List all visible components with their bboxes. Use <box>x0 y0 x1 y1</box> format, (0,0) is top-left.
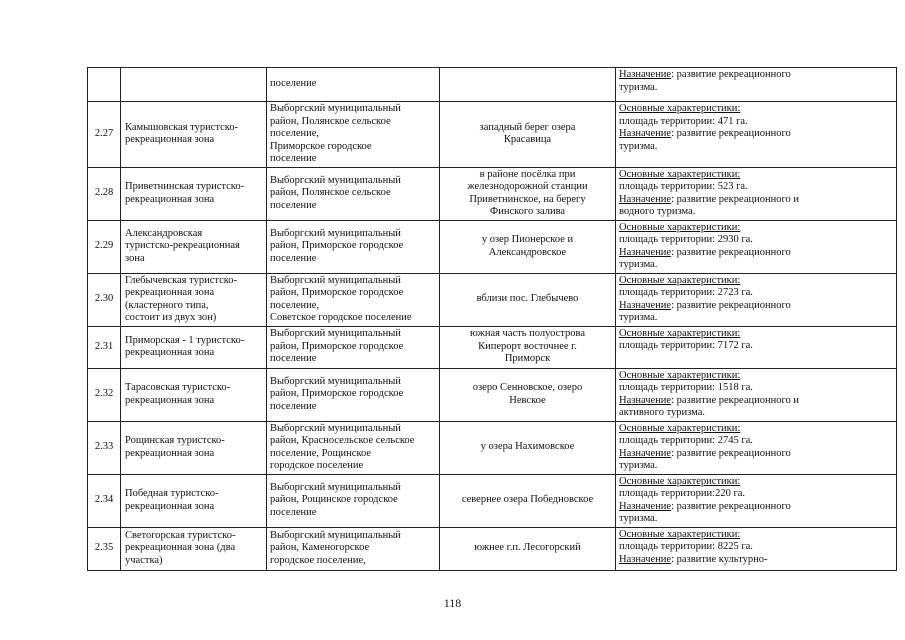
description-cell <box>616 368 897 421</box>
description-heading: Назначение <box>619 299 672 311</box>
description-text: : развитие рекреационного <box>671 299 791 311</box>
location-cell <box>440 167 616 220</box>
district-line: Выборгский муниципальный <box>270 375 401 387</box>
zone-name-cell <box>121 102 267 168</box>
description-line <box>619 382 893 395</box>
location-line: Киперорт восточнее г. <box>478 340 577 352</box>
location-cell <box>440 273 616 326</box>
district-cell <box>267 167 440 220</box>
description-line <box>619 407 893 420</box>
zone-name-line: состоит из двух зон) <box>125 312 217 323</box>
description-line <box>619 259 893 272</box>
row-number: 2.27 <box>88 102 121 168</box>
description-heading: Назначение <box>619 246 672 258</box>
description-line <box>619 370 893 383</box>
location-line: у озера Нахимовское <box>480 441 575 453</box>
table-row <box>88 527 897 570</box>
zone-name-cell <box>121 527 267 570</box>
description-line <box>619 82 893 95</box>
location-line: Невское <box>509 394 546 406</box>
description-text: : развитие рекреационного <box>671 500 791 512</box>
description-cell <box>616 102 897 168</box>
district-line: поселение, <box>270 128 320 139</box>
description-cell <box>616 273 897 326</box>
zone-name-line: Светогорская туристско- <box>125 529 236 541</box>
table-row <box>88 368 897 421</box>
description-line <box>619 116 893 129</box>
description-cell <box>616 68 897 102</box>
description-heading: Назначение <box>619 193 672 205</box>
description-line <box>619 312 893 325</box>
description-line <box>619 328 893 341</box>
description-text: водного туризма. <box>619 206 696 217</box>
zone-name-line: рекреационная зона <box>125 447 215 459</box>
description-text: туризма. <box>619 81 658 93</box>
zone-name-line: рекреационная зона <box>125 347 215 358</box>
description-heading: Назначение <box>619 447 672 459</box>
description-line <box>619 513 893 526</box>
description-line <box>619 300 893 313</box>
district-line: поселение <box>270 506 317 518</box>
district-line: район, Приморское городское <box>270 388 404 400</box>
zone-name-line: Рощинская туристско- <box>125 435 225 446</box>
description-cell <box>616 220 897 273</box>
row-number: 2.28 <box>88 167 121 220</box>
description-line <box>619 181 893 194</box>
location-line: Приморск <box>504 353 551 365</box>
zone-name-line: (кластерного типа, <box>125 299 209 311</box>
district-line: городское поселение <box>270 460 364 471</box>
description-heading: Основные характеристики: <box>619 369 741 381</box>
district-line: Выборгский муниципальный <box>270 481 401 493</box>
table-row <box>88 273 897 326</box>
location-line: Александровское <box>488 246 567 258</box>
district-line: Выборгский муниципальный <box>270 529 401 541</box>
location-line: западный берег озера <box>479 121 576 133</box>
district-line: район, Полянское сельское <box>270 115 391 127</box>
district-line: район, Полянское сельское <box>270 187 391 199</box>
district-line: Выборгский муниципальный <box>270 103 401 114</box>
description-text: : развитие рекреационного и <box>671 394 799 406</box>
description-line <box>619 206 893 219</box>
description-line <box>619 435 893 448</box>
zone-name-line: Тарасовская туристско- <box>125 382 231 393</box>
description-line <box>619 423 893 436</box>
district-line: Выборгский муниципальный <box>270 174 401 186</box>
district-line: городское поселение, <box>270 554 366 566</box>
district-cell <box>267 273 440 326</box>
location-line: вблизи пос. Глебычево <box>476 293 579 305</box>
district-cell <box>267 368 440 421</box>
description-line <box>619 275 893 288</box>
district-line: Приморское городское <box>270 140 372 152</box>
zone-name-cell <box>121 68 267 102</box>
description-text: туризма. <box>619 513 658 524</box>
description-heading: Назначение <box>619 69 672 80</box>
description-text: : развитие рекреационного и <box>671 193 799 205</box>
district-cell <box>267 68 440 102</box>
zone-name-cell <box>121 273 267 326</box>
zone-name-cell <box>121 220 267 273</box>
description-text: : развитие рекреационного <box>671 447 791 459</box>
location-line: Приветнинское, на берегу <box>469 193 586 205</box>
description-text: площадь территории: 2723 га. <box>619 287 753 298</box>
district-line: район, Приморское городское <box>270 287 404 298</box>
description-text: площадь территории: 1518 га. <box>619 382 753 393</box>
district-line: поселение <box>270 400 317 412</box>
description-text: : развитие культурно- <box>671 553 768 565</box>
district-line: район, Красносельское сельское <box>270 435 415 446</box>
description-cell <box>616 527 897 570</box>
description-cell <box>616 326 897 368</box>
description-text: площадь территории: 7172 га. <box>619 340 753 351</box>
district-line: Выборгский муниципальный <box>270 422 401 434</box>
location-cell <box>440 102 616 168</box>
location-cell <box>440 421 616 474</box>
district-cell <box>267 474 440 527</box>
location-cell <box>440 474 616 527</box>
location-cell <box>440 220 616 273</box>
zones-table <box>87 67 897 571</box>
description-cell <box>616 421 897 474</box>
description-line <box>619 169 893 182</box>
row-number: 2.29 <box>88 220 121 273</box>
zone-name-line: Глебычевская туристско- <box>125 274 238 286</box>
district-line: поселение <box>270 78 317 90</box>
row-number: 2.35 <box>88 527 121 570</box>
table-row <box>88 474 897 527</box>
zone-name-line: рекреационная зона <box>125 287 215 298</box>
location-cell <box>440 368 616 421</box>
location-line: у озер Пионерское и <box>481 234 574 245</box>
description-heading: Основные характеристики: <box>619 475 741 487</box>
description-text: площадь территории: 2930 га. <box>619 234 753 245</box>
district-cell <box>267 220 440 273</box>
row-number: 2.32 <box>88 368 121 421</box>
description-line <box>619 340 893 353</box>
zone-name-line: рекреационная зона <box>125 193 215 205</box>
district-line: поселение <box>270 199 317 211</box>
description-text: : развитие рекреационного <box>671 246 791 258</box>
description-text: активного туризма. <box>619 407 706 418</box>
description-cell <box>616 474 897 527</box>
table-row <box>88 68 897 102</box>
zone-name-cell <box>121 421 267 474</box>
description-heading: Основные характеристики: <box>619 103 741 114</box>
description-heading: Назначение <box>619 128 672 139</box>
description-line <box>619 141 893 154</box>
description-text: туризма. <box>619 140 658 152</box>
district-cell <box>267 102 440 168</box>
description-heading: Назначение <box>619 394 672 406</box>
zone-name-line: рекреационная зона (два <box>125 542 236 554</box>
description-text: площадь территории: 8225 га. <box>619 541 753 552</box>
location-line: Красавица <box>503 134 552 146</box>
table-row <box>88 421 897 474</box>
district-cell <box>267 527 440 570</box>
description-line <box>619 554 893 567</box>
description-line <box>619 476 893 489</box>
description-line <box>619 395 893 408</box>
description-line <box>619 529 893 542</box>
description-line <box>619 69 893 82</box>
zone-name-line: Александровская <box>125 227 203 239</box>
zone-name-line: участка) <box>125 554 163 566</box>
district-line: поселение, Рощинское <box>270 447 372 459</box>
row-number: 2.34 <box>88 474 121 527</box>
description-text: площадь территории: 523 га. <box>619 181 748 192</box>
location-line: озеро Сенновское, озеро <box>472 382 583 393</box>
description-text: туризма. <box>619 259 658 270</box>
description-heading: Основные характеристики: <box>619 168 741 180</box>
zone-name-cell <box>121 326 267 368</box>
district-line: район, Каменогорское <box>270 542 370 554</box>
row-number: 2.30 <box>88 273 121 326</box>
zone-name-line: Приветнинская туристско- <box>125 181 245 192</box>
description-line <box>619 247 893 260</box>
district-line: поселение <box>270 353 317 365</box>
location-line: железнодорожной станции <box>467 181 588 192</box>
page-number: 118 <box>443 596 462 610</box>
location-line: южнее г.п. Лесогорский <box>474 542 581 554</box>
description-line <box>619 128 893 141</box>
description-text: туризма. <box>619 312 658 323</box>
table-row <box>88 220 897 273</box>
description-text: площадь территории: 471 га. <box>619 115 748 127</box>
location-line: севернее озера Победновское <box>461 494 594 506</box>
zone-name-line: рекреационная зона <box>125 500 215 512</box>
description-heading: Основные характеристики: <box>619 221 741 233</box>
description-line <box>619 234 893 247</box>
description-line <box>619 501 893 514</box>
description-line <box>619 488 893 501</box>
description-heading: Назначение <box>619 553 672 565</box>
description-text: туризма. <box>619 460 658 471</box>
description-line <box>619 460 893 473</box>
description-line <box>619 194 893 207</box>
location-line: Финского залива <box>489 206 566 217</box>
zone-name-line: Приморская - 1 туристско- <box>125 334 245 346</box>
district-line: Выборгский муниципальный <box>270 328 401 340</box>
description-line <box>619 222 893 235</box>
location-cell <box>440 527 616 570</box>
description-line <box>619 541 893 554</box>
row-number <box>88 68 121 102</box>
district-line: поселение <box>270 252 317 264</box>
table-row <box>88 167 897 220</box>
district-line: Выборгский муниципальный <box>270 227 401 239</box>
district-line: район, Приморское городское <box>270 340 404 352</box>
row-number: 2.31 <box>88 326 121 368</box>
location-line: в районе посёлка при <box>479 168 576 180</box>
description-heading: Назначение <box>619 500 672 512</box>
location-cell <box>440 326 616 368</box>
district-line: Выборгский муниципальный <box>270 274 401 286</box>
description-line <box>619 103 893 116</box>
table-row <box>88 102 897 168</box>
zone-name-cell <box>121 474 267 527</box>
description-heading: Основные характеристики: <box>619 528 741 540</box>
description-line <box>619 448 893 461</box>
table-row <box>88 326 897 368</box>
description-cell <box>616 167 897 220</box>
description-text: : развитие рекреационного <box>671 128 791 139</box>
location-cell <box>440 68 616 102</box>
zone-name-line: Победная туристско- <box>125 488 219 499</box>
row-number: 2.33 <box>88 421 121 474</box>
zone-name-line: рекреационная зона <box>125 134 215 146</box>
description-line <box>619 287 893 300</box>
description-text: площадь территории: 2745 га. <box>619 435 753 446</box>
district-line: поселение, <box>270 299 320 311</box>
zone-name-cell <box>121 167 267 220</box>
zone-name-line: рекреационная зона <box>125 394 215 406</box>
zone-name-cell <box>121 368 267 421</box>
zone-name-line: Камышовская туристско- <box>125 121 239 133</box>
description-heading: Основные характеристики: <box>619 327 741 339</box>
description-text: площадь территории:220 га. <box>619 488 746 499</box>
description-heading: Основные характеристики: <box>619 274 741 286</box>
district-line: район, Приморское городское <box>270 240 404 252</box>
district-cell <box>267 326 440 368</box>
district-line: район, Рощинское городское <box>270 494 398 506</box>
location-line: южная часть полуострова <box>469 328 585 340</box>
description-heading: Основные характеристики: <box>619 422 741 434</box>
district-cell <box>267 421 440 474</box>
district-line: Советское городское поселение <box>270 312 412 323</box>
district-line: поселение <box>270 153 317 164</box>
zone-name-line: зона <box>125 252 145 264</box>
description-text: : развитие рекреационного <box>671 69 791 80</box>
zone-name-line: туристско-рекреационная <box>125 240 240 252</box>
